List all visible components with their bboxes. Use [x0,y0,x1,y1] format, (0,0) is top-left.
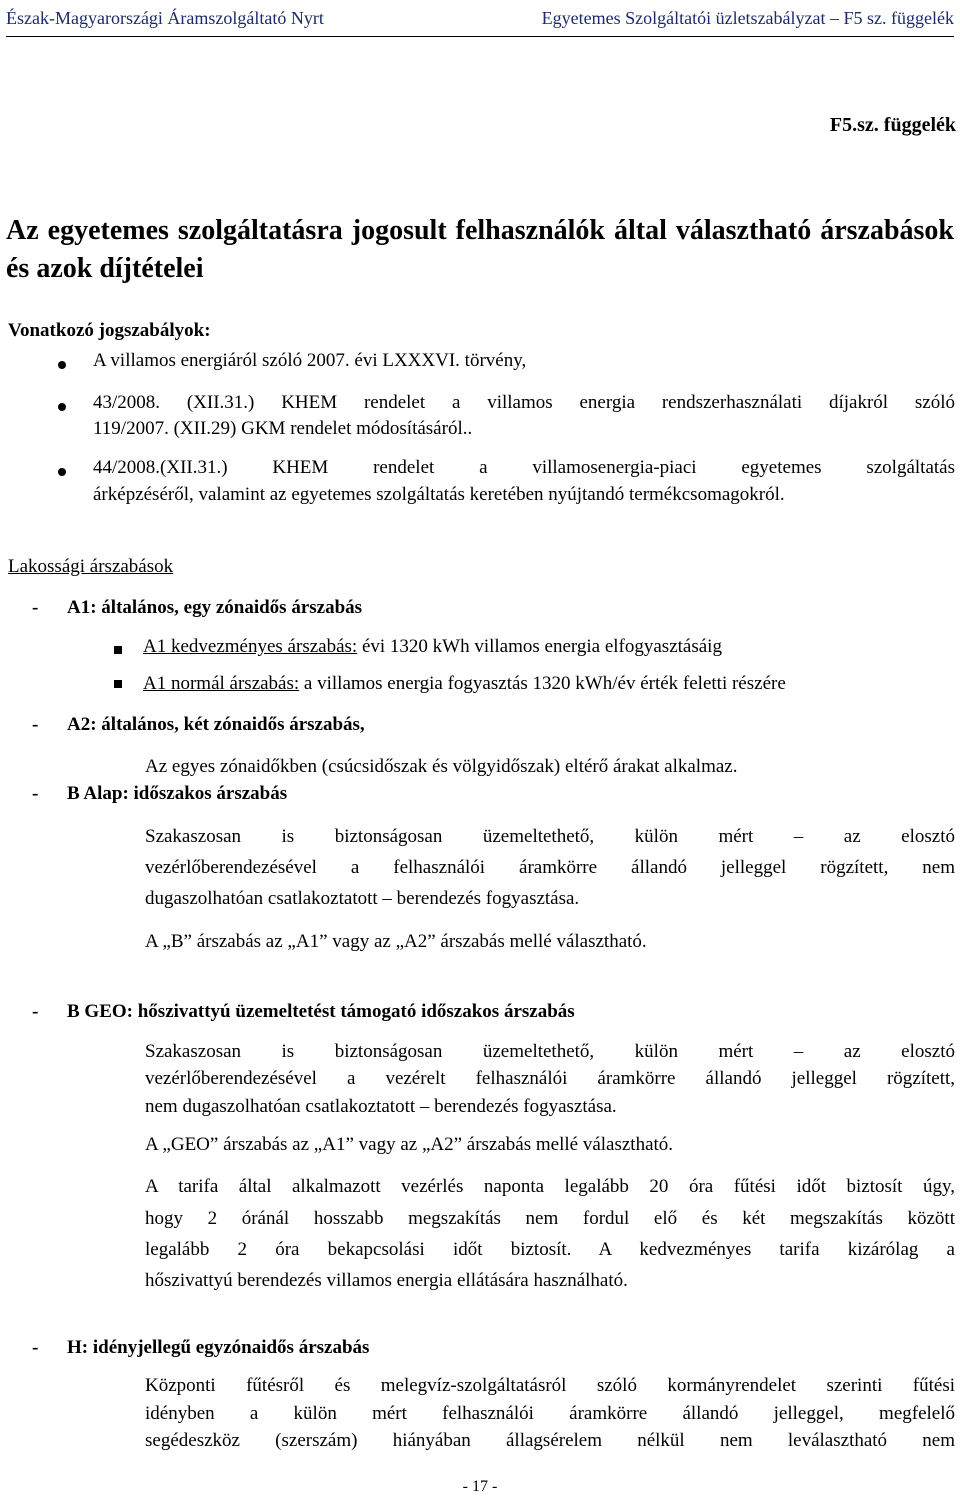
h-line-2: idényben a külön mért felhasználói áramkörre állandó jelleggel, megfelelő [145,1403,955,1424]
a2-heading: A2: általános, két zónaidős árszabás, [67,714,365,735]
bgeo-line-3: nem dugaszolhatóan csatlakoztatott – berendezés fogyasztása. [145,1096,617,1117]
reg-item-1: A villamos energiáról szóló 2007. évi LXXXVI. törvény, [93,350,527,371]
residential-heading: Lakossági árszabások [8,556,174,577]
bullet-icon [58,361,66,369]
reg-item-2-line-1: 43/2008. (XII.31.) KHEM rendelet a villamos energia rendszerhasználati díjakról szóló [93,392,955,413]
b-heading: B Alap: időszakos árszabás [67,783,288,804]
dash: - [32,714,39,735]
bgeo-heading: B GEO: hőszivattyú üzemeltetést támogató időszakos árszabás [67,1001,575,1022]
bgeo-para-line-2: hogy 2 óránál hosszabb megszakítás nem fordul elő és két megszakítás között [145,1208,955,1229]
bgeo-line-2: vezérlőberendezésével a vezérelt felhasználói áramkörre állandó jelleggel rögzített, [145,1068,955,1089]
b-note: A „B” árszabás az „A1” vagy az „A2” árszabás mellé választható. [145,931,647,952]
h-line-3: segédeszköz (szerszám) hiányában állagsérelem nélkül nem leválasztható nem [145,1430,955,1451]
a2-text: Az egyes zónaidőkben (csúcsidőszak és völgyidőszak) eltérő árakat alkalmaz. [145,756,738,777]
page-title: Az egyetemes szolgáltatásra jogosult felhasználók által választható árszabások és azok díjtételei [6,215,954,284]
a1-sub-1-text: évi 1320 kWh villamos energia elfogyasztásáig [357,636,722,657]
page-header [6,8,954,37]
a1-sub-1-label: A1 kedvezményes árszabás: [143,636,358,657]
dash: - [32,1337,39,1358]
a1-sub-1 [143,636,722,658]
h-heading: H: idényjellegű egyzónaidős árszabás [67,1337,370,1358]
regs-heading: Vonatkozó jogszabályok: [8,320,211,341]
bgeo-para-line-1: A tarifa által alkalmazott vezérlés naponta legalább 20 óra fűtési időt biztosít úgy, [145,1176,955,1197]
dash: - [32,1001,39,1022]
a1-sub-2-text: a villamos energia fogyasztás 1320 kWh/év érték feletti részére [299,673,786,694]
a1-sub-2-label: A1 normál árszabás: [143,673,300,694]
dash: - [32,597,39,618]
b-line-3: dugaszolhatóan csatlakoztatott – berendezés fogyasztása. [145,888,580,909]
header-right: Egyetemes Szolgáltatói üzletszabályzat – F5 sz. függelék [541,8,954,28]
reg-item-3-line-1: 44/2008.(XII.31.) KHEM rendelet a villamosenergia-piaci egyetemes szolgáltatás [93,457,955,478]
a1-heading: A1: általános, egy zónaidős árszabás [67,597,363,618]
bullet-icon [58,468,66,476]
bgeo-line-1: Szakaszosan is biztonságosan üzemeltethető, külön mért – az elosztó [145,1041,955,1062]
h-line-1: Központi fűtésről és melegvíz-szolgáltatásról szóló kormányrendelet szerinti fűtési [145,1375,955,1396]
b-line-1: Szakaszosan is biztonságosan üzemeltethető, külön mért – az elosztó [145,826,955,847]
dash: - [32,783,39,804]
bgeo-note: A „GEO” árszabás az „A1” vagy az „A2” árszabás mellé választható. [145,1134,674,1155]
bgeo-para-line-3: legalább 2 óra bekapcsolási időt biztosít. A kedvezményes tarifa kizárólag a [145,1239,955,1260]
square-bullet-icon [114,680,122,688]
appendix-label: F5.sz. függelék [829,114,956,136]
bgeo-para-line-4: hőszivattyú berendezés villamos energia ellátására használható. [145,1270,628,1291]
bullet-icon [58,403,66,411]
header-left: Észak-Magyarországi Áramszolgáltató Nyrt [6,8,324,28]
page-number: - 17 - [462,1478,498,1495]
square-bullet-icon [114,646,122,654]
reg-item-3-line-2: árképzéséről, valamint az egyetemes szolgáltatás keretében nyújtandó termékcsomagokról. [93,484,785,505]
a1-sub-2 [143,673,786,695]
reg-item-2-line-2: 119/2007. (XII.29) GKM rendelet módosításáról.. [93,418,473,439]
b-line-2: vezérlőberendezésével a felhasználói áramkörre állandó jelleggel rögzített, nem [145,857,955,878]
